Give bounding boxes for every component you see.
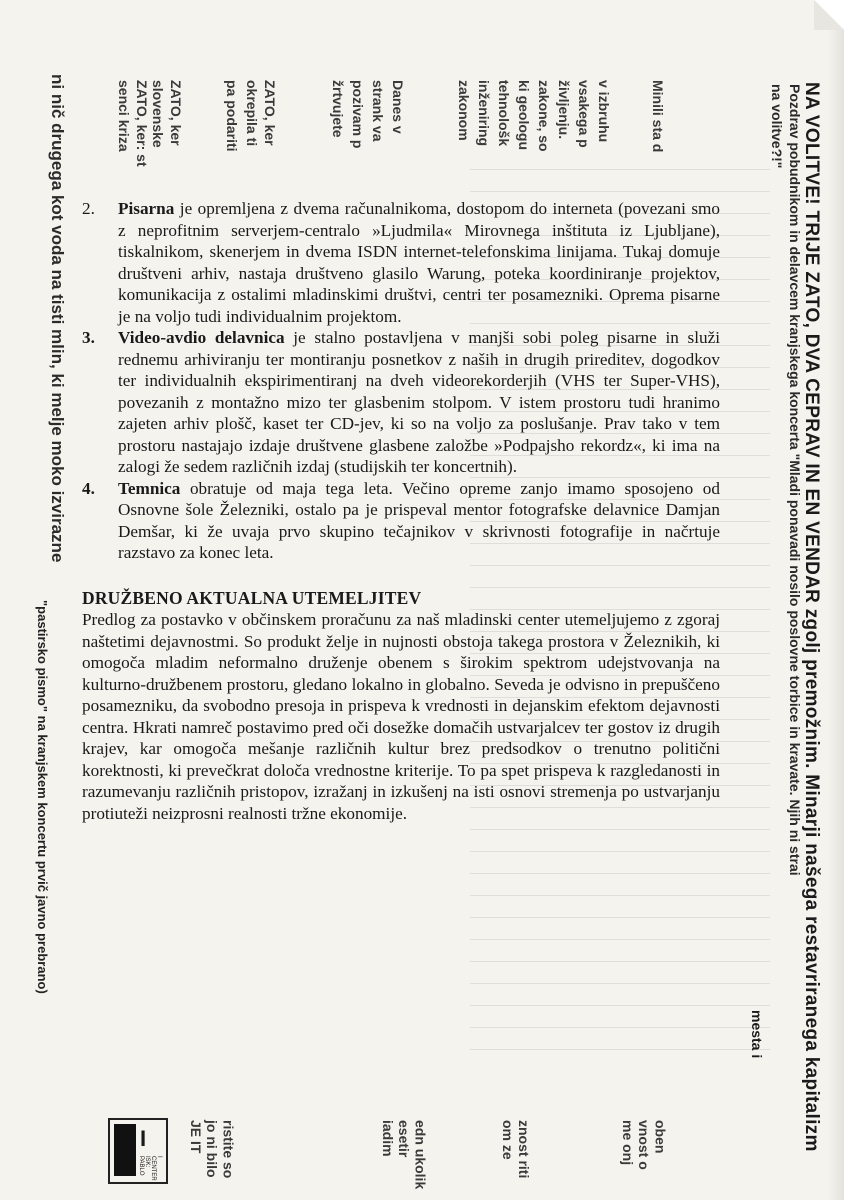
item-text: je stalno postavljena v manjši sobi poleg pisarne in služi rednemu arhiviranju ter montiranju posnetkov z naših in drugih prireditev, dogodkov ter individualnih ekspirimentiranj na dveh videorekorderjih (VHS ter Super-VHS), povezanih z montažno mizo ter glasbenim stolpom. V istem prostoru tudi hranimo zajeten arhiv plošč, kaset ter CD-jev, ki so na voljo za poslušanje. Prav tako v tem prostoru nastajajo izdaje društvene glasbene založbe »Podpajsho rekordz«, ki ima na zalogi že sedem različnih izdaj (studijskih ter koncertnih). bbox=[118, 328, 720, 476]
section-body: Predlog za postavko v občinskem proračunu za naš mladinski center utemeljujemo z zgoraj naštetimi dejavnostmi. So produkt želje in nujnosti obstoja takega prostora v Železnikih, ki omogoča mladim neformalno druženje obenem s širokim spektrom udejstvovanja na kulturno-družbenem prostoru, gledano lokalno in globalno. Seveda je odvisno in prepuščeno posamezniku, da svobodno presoja in prispeva k vrednosti in dejanskim efektom dejavnosti centra. Hkrati namreč postavimo pred oči dosežke domačih ustvarjalcev ter gostov iz drugih krajev, kar omogoča mešanje različnih kultur brez predsodkov o trenutno politični korektnosti, ki prevečkrat določa vrednostne kriterije. To pa spet prispeva k razgledanosti in razumevanju različnih pristopov, izražanj in izkušenj na isti osnovi stremenja po ustvarjanju protiuteži neizprosni realnosti tržne ekonomije. bbox=[82, 610, 720, 823]
left-fragment: zakone, so bbox=[536, 80, 553, 152]
item-number: 3. bbox=[82, 328, 95, 347]
logo-tag: I CENTER ISK: PABLO bbox=[138, 1156, 162, 1181]
item-title: Pisarna bbox=[118, 199, 175, 218]
item-text: je opremljena z dvema računalnikoma, dostopom do interneta (povezani smo z neprofitnim serverjem-centralo »Ljudmila« Mirovnega inštituta iz Ljubljane), tiskalnikom, skenerjem in dvema ISDN internet-telefonskima linijama. Tukaj domuje društveni arhiv, nastaja društveno glasilo Warung, poteka koordiniranje projektov, komunikacija z ostalimi mladinskimi društvi, centri ter posamezniki. Oprema pisarne je na voljo tudi individualnim projektom. bbox=[118, 199, 720, 326]
section-heading: DRUŽBENO AKTUALNA UTEMELJITEV bbox=[82, 587, 422, 608]
left-fragment: ZATO, ker: st bbox=[134, 80, 151, 167]
item-number: 2. bbox=[82, 199, 95, 218]
left-credit-text: "pastirsko pismo" na kranjskem koncertu prvič javno prebrano) bbox=[35, 600, 50, 994]
left-fragment: strank va bbox=[370, 80, 387, 142]
scan-edge bbox=[828, 0, 844, 1200]
left-fragment: zakonom bbox=[456, 80, 473, 141]
bottom-fragment: znost riti om ze bbox=[500, 1120, 533, 1179]
left-fragment: senci kriza bbox=[116, 80, 133, 152]
left-fragment: pa podariti bbox=[224, 80, 241, 152]
left-fragment: v izbruhu bbox=[596, 80, 613, 143]
main-text bbox=[82, 198, 720, 824]
left-fragment: inženiring bbox=[476, 80, 493, 147]
left-fragment: ki geologu bbox=[516, 80, 533, 150]
item-temnica bbox=[82, 478, 720, 564]
item-title: Temnica bbox=[118, 478, 181, 498]
right-subtitle-text: Pozdrav pobudnikom in delavcem kranjskega koncerta "Mladi ponavadi nosilo poslovne torbice in kravate. Njih ni strai bbox=[787, 84, 803, 876]
item-text: obratuje od maja tega leta. Večino opreme zanjo imamo sposojeno od Osnovne šole Železniki, ostalo pa je prispeval mentor fotografske delavnice Damjan Demšar, ki že uvaja prvo skupino tečajnikov v skrivnosti fotografije in načrtuje razstavo za konec leta. bbox=[118, 478, 720, 562]
bottom-fragment: ristite so jo ni bilo JE IT bbox=[188, 1120, 237, 1179]
bottom-fragment: oben vnost o me onj bbox=[620, 1120, 669, 1170]
left-margin-line: ni nič drugega kot voda na tisti mlin, ki melje moko izvirazne bbox=[48, 74, 67, 563]
left-fragment: Minili sta d bbox=[650, 80, 667, 153]
left-fragment: ZATO, ker bbox=[168, 80, 185, 146]
logo-block bbox=[114, 1124, 136, 1176]
folded-corner bbox=[814, 0, 844, 30]
center-logo bbox=[108, 1118, 168, 1184]
left-fragment: življenju. bbox=[556, 80, 573, 140]
left-fragment: okrepila ti bbox=[244, 80, 261, 147]
left-fragment: Danes v bbox=[390, 80, 407, 134]
item-title: Video-avdio delavnica bbox=[118, 328, 285, 347]
left-fragment: pozivam p bbox=[350, 80, 367, 149]
left-fragment: slovenske bbox=[150, 80, 167, 148]
bottom-fragment: edn ukolik esetir iadim bbox=[380, 1120, 429, 1190]
right-tail-text: mesta i bbox=[749, 1010, 765, 1059]
item-pisarna bbox=[82, 198, 720, 327]
left-fragment: žrtvujete bbox=[330, 80, 347, 138]
item-number: 4. bbox=[82, 478, 95, 498]
item-video-avdio bbox=[82, 327, 720, 478]
logo-letter: I bbox=[140, 1126, 147, 1151]
right-banner-text: NA VOLITVE! TRIJE ZATO, DVA CEPRAV IN EN VENDAR zgolj premožnim. Minarji našega restavriranega kapitalizm bbox=[801, 82, 822, 1152]
left-fragment: vsakega p bbox=[576, 80, 593, 148]
left-fragment: ZATO, ker bbox=[262, 80, 279, 146]
right-subtitle-text-2: na volitve?!" bbox=[769, 84, 785, 169]
left-fragment: tehnološk bbox=[496, 80, 513, 147]
